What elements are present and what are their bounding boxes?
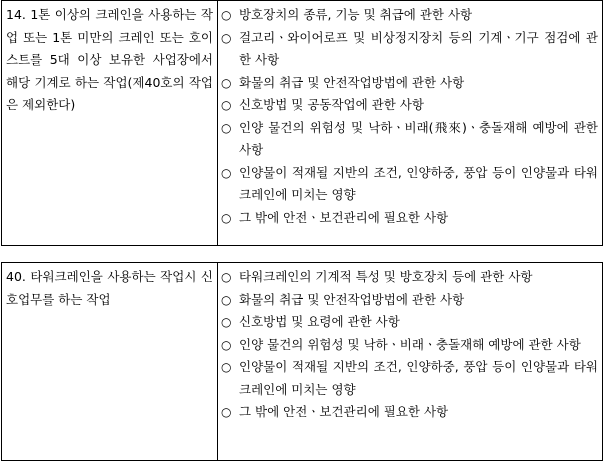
table-row <box>2 263 603 461</box>
item-text: 인양물이 적재될 지반의 조건, 인양하중, 풍압 등이 인양물과 타워크레인에 미치는 영향 <box>239 164 598 202</box>
circle-bullet-icon: ○ <box>221 337 232 352</box>
list-item <box>221 4 598 27</box>
circle-bullet-icon: ○ <box>221 30 232 45</box>
list-item <box>221 117 598 162</box>
subject-text: 40. 타워크레인을 사용하는 작업시 신호업무를 하는 작업 <box>6 269 213 307</box>
list-item <box>221 162 598 207</box>
list-item <box>221 94 598 117</box>
list-item <box>221 401 598 424</box>
item-text: 인양 물건의 위험성 및 낙하ㆍ비래ㆍ충돌재해 예방에 관한 사항 <box>239 336 581 352</box>
item-text: 인양물이 적재될 지반의 조건, 인양하중, 풍압 등이 인양물과 타워크레인에 미치는 영향 <box>239 359 598 397</box>
list-item <box>221 266 598 289</box>
circle-bullet-icon: ○ <box>221 165 232 180</box>
content-cell <box>218 1 603 246</box>
circle-bullet-icon: ○ <box>221 8 232 22</box>
circle-bullet-icon: ○ <box>221 405 232 419</box>
items-list <box>221 266 598 424</box>
item-text: 인양 물건의 위험성 및 낙하ㆍ비래(飛來)ㆍ충돌재해 예방에 관한 사항 <box>239 119 598 157</box>
circle-bullet-icon: ○ <box>221 75 232 90</box>
list-item <box>221 27 598 72</box>
subject-text: 14. 1톤 이상의 크레인을 사용하는 작업 또는 1톤 미만의 크레인 또는 호이스트를 5대 이상 보유한 사업장에서 해당 기계로 하는 작업(제40호의 작업은 제외한다) <box>6 7 213 112</box>
items-list <box>221 4 598 229</box>
circle-bullet-icon: ○ <box>221 270 232 284</box>
subject-cell <box>2 263 218 461</box>
training-table-14 <box>1 0 603 246</box>
circle-bullet-icon: ○ <box>221 315 232 329</box>
list-item <box>221 72 598 95</box>
content-cell <box>218 263 603 461</box>
item-text: 그 밖에 안전ㆍ보건관리에 필요한 사항 <box>239 209 449 225</box>
item-text: 신호방법 및 요령에 관한 사항 <box>239 314 400 329</box>
item-text: 화물의 취급 및 안전작업방법에 관한 사항 <box>239 291 465 307</box>
table-row <box>2 1 603 246</box>
list-item <box>221 356 598 401</box>
item-text: 화물의 취급 및 안전작업방법에 관한 사항 <box>239 74 465 90</box>
list-item <box>221 311 598 334</box>
list-item <box>221 334 598 357</box>
list-item <box>221 289 598 312</box>
circle-bullet-icon: ○ <box>221 360 232 374</box>
circle-bullet-icon: ○ <box>221 120 232 135</box>
subject-cell <box>2 1 218 246</box>
circle-bullet-icon: ○ <box>221 292 232 307</box>
item-text: 방호장치의 종류, 기능 및 취급에 관한 사항 <box>239 7 473 22</box>
circle-bullet-icon: ○ <box>221 98 232 112</box>
item-text: 신호방법 및 공동작업에 관한 사항 <box>239 97 424 112</box>
list-item <box>221 207 598 230</box>
item-text: 그 밖에 안전ㆍ보건관리에 필요한 사항 <box>239 404 449 419</box>
training-table-40 <box>1 262 603 461</box>
circle-bullet-icon: ○ <box>221 210 232 225</box>
item-text: 걸고리ㆍ와이어로프 및 비상정지장치 등의 기계ㆍ기구 점검에 관한 사항 <box>239 29 598 67</box>
item-text: 타워크레인의 기계적 특성 및 방호장치 등에 관한 사항 <box>239 269 533 284</box>
